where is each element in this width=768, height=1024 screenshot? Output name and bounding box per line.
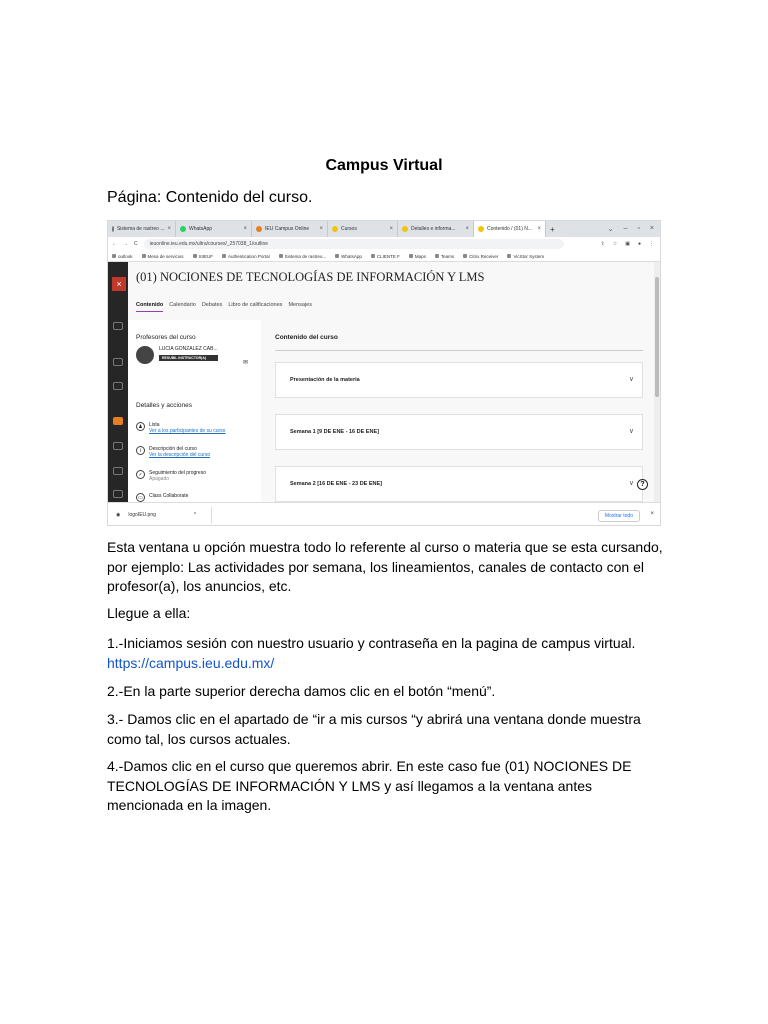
- browser-tab[interactable]: Detalles e informa... ×: [398, 221, 474, 237]
- address-bar-row: [108, 237, 660, 251]
- action-collaborate[interactable]: ▭ Class Collaborate: [136, 493, 188, 502]
- tab-calendario[interactable]: Calendario: [169, 302, 196, 308]
- left-rail: [108, 262, 128, 502]
- campus-link[interactable]: https://campus.ieu.edu.mx/: [107, 654, 275, 671]
- browser-tab[interactable]: IEU Campus Online ×: [252, 221, 328, 237]
- institution-icon[interactable]: [113, 322, 123, 330]
- forward-icon[interactable]: →: [123, 241, 128, 247]
- mail-icon[interactable]: [113, 467, 123, 475]
- participants-link[interactable]: Ver a los participantes de su curso: [149, 428, 226, 434]
- avatar: [136, 346, 154, 364]
- bookmark-item[interactable]: WhatsApp: [335, 254, 362, 259]
- download-bar: [108, 502, 660, 526]
- content-heading: Contenido del curso: [275, 334, 338, 341]
- professor-name: LUCIA GONZALEZ CAB...: [159, 346, 218, 352]
- url-field[interactable]: ieuonline.ieu.edu.mx/ultra/courses/_257038_1/outline: [144, 239, 564, 249]
- divider: [211, 507, 212, 524]
- divider: [275, 350, 643, 351]
- chevron-up-icon[interactable]: ^: [193, 512, 197, 518]
- tab-contenido[interactable]: Contenido: [136, 302, 163, 312]
- download-item[interactable]: ◉ logoIEU.png ^: [116, 512, 197, 518]
- share-icon[interactable]: ⇪: [600, 241, 605, 247]
- professor-card[interactable]: [136, 346, 218, 364]
- browser-tab[interactable]: Cursos ×: [328, 221, 398, 237]
- tab-debates[interactable]: Debates: [201, 302, 223, 308]
- window-controls: [608, 225, 660, 233]
- accordion-semana-1[interactable]: Semana 1 [9 DE ENE - 16 DE ENE] ∨: [275, 414, 643, 450]
- close-icon[interactable]: ×: [112, 277, 126, 291]
- bookmark-item[interactable]: Mesa de servicios: [142, 254, 184, 259]
- bookmark-item[interactable]: Citrix Receiver: [463, 254, 498, 259]
- paragraph-description: Esta ventana u opción muestra todo lo referente al curso o materia que se esta cursando, por ejemplo: Las actividades por semana, los lineamientos, canales de contacto con el profesor(a), los anuncios, etc.: [107, 539, 663, 594]
- close-icon[interactable]: ×: [650, 511, 654, 517]
- course-page-screenshot: [107, 220, 661, 526]
- professor-role-badge: RESUBIL INSTRUCTOR(A): [159, 355, 218, 361]
- profesores-heading: Profesores del curso: [136, 334, 196, 341]
- bookmark-item[interactable]: SIIEUF: [193, 254, 214, 259]
- video-icon: ▭: [136, 493, 145, 502]
- action-descripcion[interactable]: i Descripción del curso Ver la descripción del curso: [136, 446, 210, 458]
- info-icon: i: [136, 446, 145, 455]
- maximize-icon[interactable]: ▫: [637, 225, 640, 232]
- reload-icon[interactable]: C: [134, 241, 138, 247]
- scrollbar-thumb[interactable]: [655, 277, 659, 397]
- paragraph-step-1: 1.-Iniciamos sesión con nuestro usuario y contraseña en la pagina de campus virtual. https://campus.ieu.edu.mx/: [107, 635, 636, 671]
- bookmark-item[interactable]: Teams: [435, 254, 454, 259]
- document-title: Campus Virtual: [325, 157, 443, 174]
- description-link[interactable]: Ver la descripción del curso: [149, 452, 211, 458]
- tab-calificaciones[interactable]: Libro de calificaciones: [228, 302, 283, 308]
- action-lista[interactable]: ♟ Lista Ver a los participantes de su curso: [136, 422, 225, 434]
- calendar-icon[interactable]: [113, 442, 123, 450]
- accordion-presentacion[interactable]: Presentación de la materia ∨: [275, 362, 643, 398]
- grades-icon[interactable]: [113, 490, 123, 498]
- help-icon[interactable]: ?: [637, 479, 648, 490]
- browser-tab[interactable]: WhatsApp ×: [176, 221, 252, 237]
- detalles-heading: Detalles y acciones: [136, 402, 192, 409]
- chevron-down-icon: ∨: [628, 376, 634, 383]
- browser-tab-bar: [108, 221, 660, 237]
- user-icon[interactable]: [113, 358, 123, 366]
- close-icon[interactable]: ×: [649, 225, 654, 232]
- tab-mensajes[interactable]: Mensajes: [288, 302, 312, 308]
- bookmark-item[interactable]: VicStor System: [507, 254, 544, 259]
- bookmarks-bar: [108, 251, 660, 262]
- globe-icon[interactable]: [113, 382, 123, 390]
- chevron-down-icon: ∨: [628, 428, 634, 435]
- menu-icon[interactable]: ⋮: [649, 241, 654, 247]
- browser-tab-active[interactable]: Contenido / (01) N... ×: [474, 221, 546, 237]
- courses-icon[interactable]: [113, 417, 123, 425]
- bookmark-item[interactable]: Sistema de rastreo...: [279, 254, 327, 259]
- star-icon[interactable]: ☆: [612, 241, 618, 247]
- back-icon[interactable]: ←: [112, 241, 117, 247]
- check-icon: ✓: [136, 470, 145, 479]
- show-all-button[interactable]: Mostrar todo: [598, 510, 640, 522]
- action-seguimiento[interactable]: ✓ Seguimiento del progreso Apagado: [136, 470, 206, 482]
- chevron-down-icon[interactable]: ⌄: [607, 226, 614, 233]
- bookmark-item[interactable]: CLIENTE F: [371, 254, 400, 259]
- bookmark-item[interactable]: Authentication Portal: [222, 254, 270, 259]
- accordion-semana-2[interactable]: Semana 2 [16 DE ENE - 23 DE ENE] ∨: [275, 466, 643, 502]
- minimize-icon[interactable]: –: [623, 225, 628, 232]
- sidepanel-icon[interactable]: ▣: [625, 241, 630, 247]
- paragraph-step-4: 4.-Damos clic en el curso que queremos abrir. En este caso fue (01) NOCIONES DE TECNOLOGÍAS DE INFORMACIÓN Y LMS y así llegamos a la ventana antes mencionada en la imagen.: [107, 758, 632, 813]
- course-page: [108, 262, 660, 502]
- paragraph-step-2: 2.-En la parte superior derecha damos clic en el botón “menú”.: [107, 683, 496, 699]
- chevron-down-icon: ∨: [628, 480, 634, 487]
- profile-icon[interactable]: ●: [637, 241, 641, 247]
- paragraph-intro: Llegue a ella:: [107, 605, 191, 621]
- people-icon: ♟: [136, 422, 145, 431]
- document-subtitle: Página: Contenido del curso.: [107, 189, 313, 206]
- scrollbar[interactable]: [654, 262, 660, 502]
- bookmark-item[interactable]: Maps: [409, 254, 426, 259]
- file-icon: ◉: [116, 512, 121, 518]
- paragraph-step-3: 3.- Damos clic en el apartado de “ir a mis cursos “y abrirá una ventana donde muestra como tal, los cursos actuales.: [107, 711, 641, 747]
- browser-tab[interactable]: Sistema de rastreo ... ×: [108, 221, 176, 237]
- new-tab-button[interactable]: +: [550, 224, 555, 234]
- envelope-icon[interactable]: ✉: [243, 360, 249, 366]
- course-title: (01) NOCIONES DE TECNOLOGÍAS DE INFORMACIÓN Y LMS: [136, 270, 485, 284]
- course-nav-tabs: [136, 302, 312, 312]
- bookmark-item[interactable]: outlook: [112, 254, 133, 259]
